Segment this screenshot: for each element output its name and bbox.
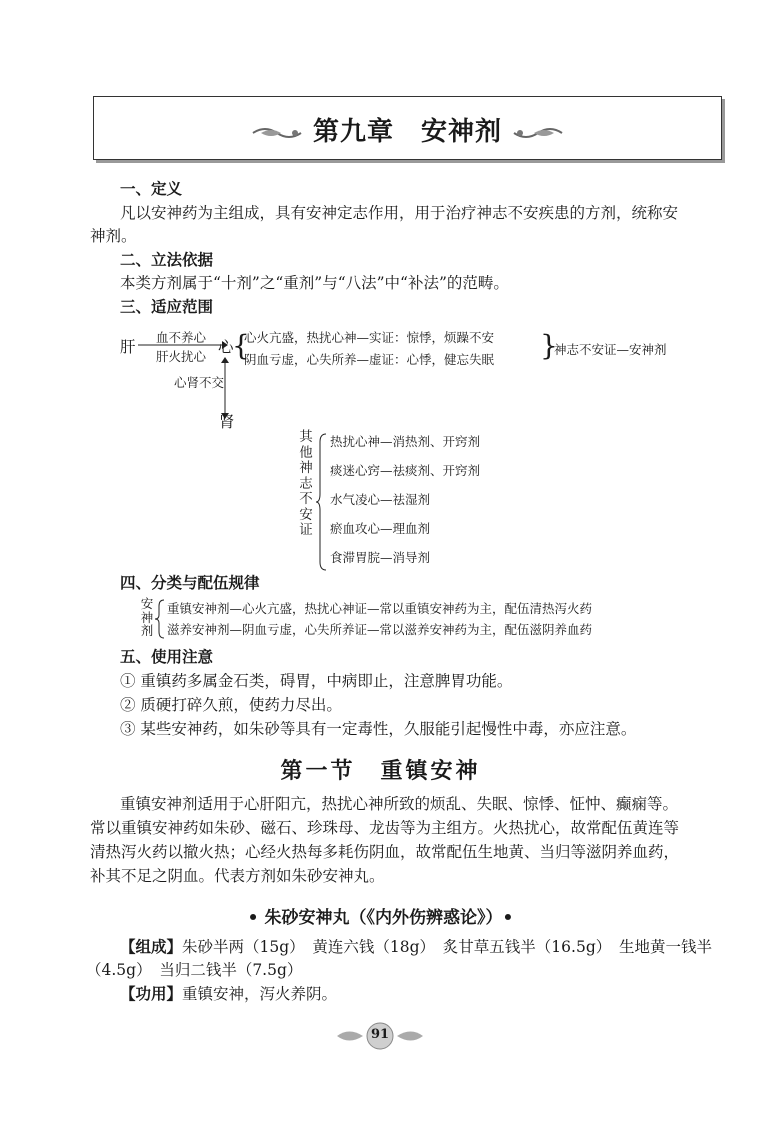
scope-heading: 三、适应范围 [120,298,214,316]
liver-label: 肝 [120,338,136,356]
definition-line-2: 神剂。 [90,227,137,245]
classification-row-2: 滋养安神剂—阴血亏虚，心失所养证—常以滋养安神药为主，配伍滋阴养血药 [167,622,593,637]
heart-label: 心 [218,338,234,356]
section-para-1: 重镇安神剂适用于心肝阳亢，热扰心神所致的烦乱、失眠、惊悸、怔忡、癫痫等。 [120,795,679,813]
scope-branch-1: 心火亢盛，热扰心神—实证：惊悸，烦躁不安 [244,330,495,345]
note-item-3: ③ 某些安神药，如朱砂等具有一定毒性，久服能引起慢性中毒，亦应注意。 [120,720,637,738]
classification-brace-icon [155,599,165,639]
arrow-top-label: 血不养心 [156,330,207,345]
scope-branch-2: 阴血亏虚，心失所养—虚证：心悸，健忘失眠 [244,352,495,367]
brace-left-1: { [232,329,250,362]
classification-label: 安神剂 [140,596,154,638]
basis-text: 本类方剂属于“十剂”之“重剂”与“八法”中“补法”的范畴。 [120,274,509,292]
other-item-4: 瘀血攻心—理血剂 [330,521,431,536]
function-line [120,983,337,1005]
page-number-badge [333,1021,427,1051]
note-item-2: ② 质硬打碎久煎，使药力尽出。 [120,696,342,714]
note-item-1: ① 重镇药多属金石类，碍胃，中病即止，注意脾胃功能。 [120,672,513,690]
other-label: 其他神志不安证 [299,429,313,538]
section-para-2: 常以重镇安神药如朱砂、磁石、珍珠母、龙齿等为主组方。火热扰心，故常配伍黄连等 [90,819,680,837]
right-ornament-icon [512,123,564,143]
page-number: 91 [370,1027,390,1042]
other-item-1: 热扰心神—消热剂、开窍剂 [330,434,481,449]
definition-line-1: 凡以安神药为主组成，具有安神定志作用，用于治疗神志不安疾患的方剂，统称安 [120,204,679,222]
section-para-3: 清热泻火药以撤火热；心经火热每多耗伤阴血，故常配伍生地黄、当归等滋阴养血药， [90,843,680,861]
composition-line-1 [120,936,712,958]
brace-right-1: } [540,329,558,362]
scope-result: 神志不安证—安神剂 [554,342,667,357]
basis-heading: 二、立法依据 [120,251,214,269]
chapter-title-row [94,111,721,148]
other-brace-icon [316,432,328,572]
kidney-arrow-label: 心肾不交 [174,375,225,390]
scope-diagram [120,325,720,435]
section-para-4: 补其不足之阴血。代表方剂如朱砂安神丸。 [90,867,385,885]
formula-title: • 朱砂安神丸（《内外伤辨惑论》）• [247,908,514,928]
function-label: 【功用】 [120,985,183,1003]
chapter-title: 第九章 安神剂 [312,117,502,147]
function-text: 重镇安神，泻火养阴。 [182,985,338,1003]
composition-text-1: 朱砂半两（15g） 黄连六钱（18g） 炙甘草五钱半（16.5g） 生地黄一钱半 [182,938,712,956]
composition-line-2: （4.5g） 当归二钱半（7.5g） [86,961,303,979]
definition-heading: 一、定义 [120,180,183,198]
other-item-2: 痰迷心窍—祛痰剂、开窍剂 [330,463,481,478]
section-title: 第一节 重镇安神 [280,759,481,784]
other-item-5: 食滞胃脘—消导剂 [330,550,431,565]
classification-row-1: 重镇安神剂—心火亢盛，热扰心神证—常以重镇安神药为主，配伍清热泻火药 [167,601,593,616]
arrow-bottom-label: 肝火扰心 [156,349,207,364]
composition-label: 【组成】 [120,938,183,956]
liver-heart-arrow-icon [138,335,228,351]
notes-heading: 五、使用注意 [120,648,214,666]
left-ornament-icon [251,123,303,143]
classification-heading: 四、分类与配伍规律 [120,574,260,592]
kidney-label: 肾 [219,413,235,431]
other-item-3: 水气凌心—祛湿剂 [330,492,431,507]
chapter-header-box [93,96,722,160]
